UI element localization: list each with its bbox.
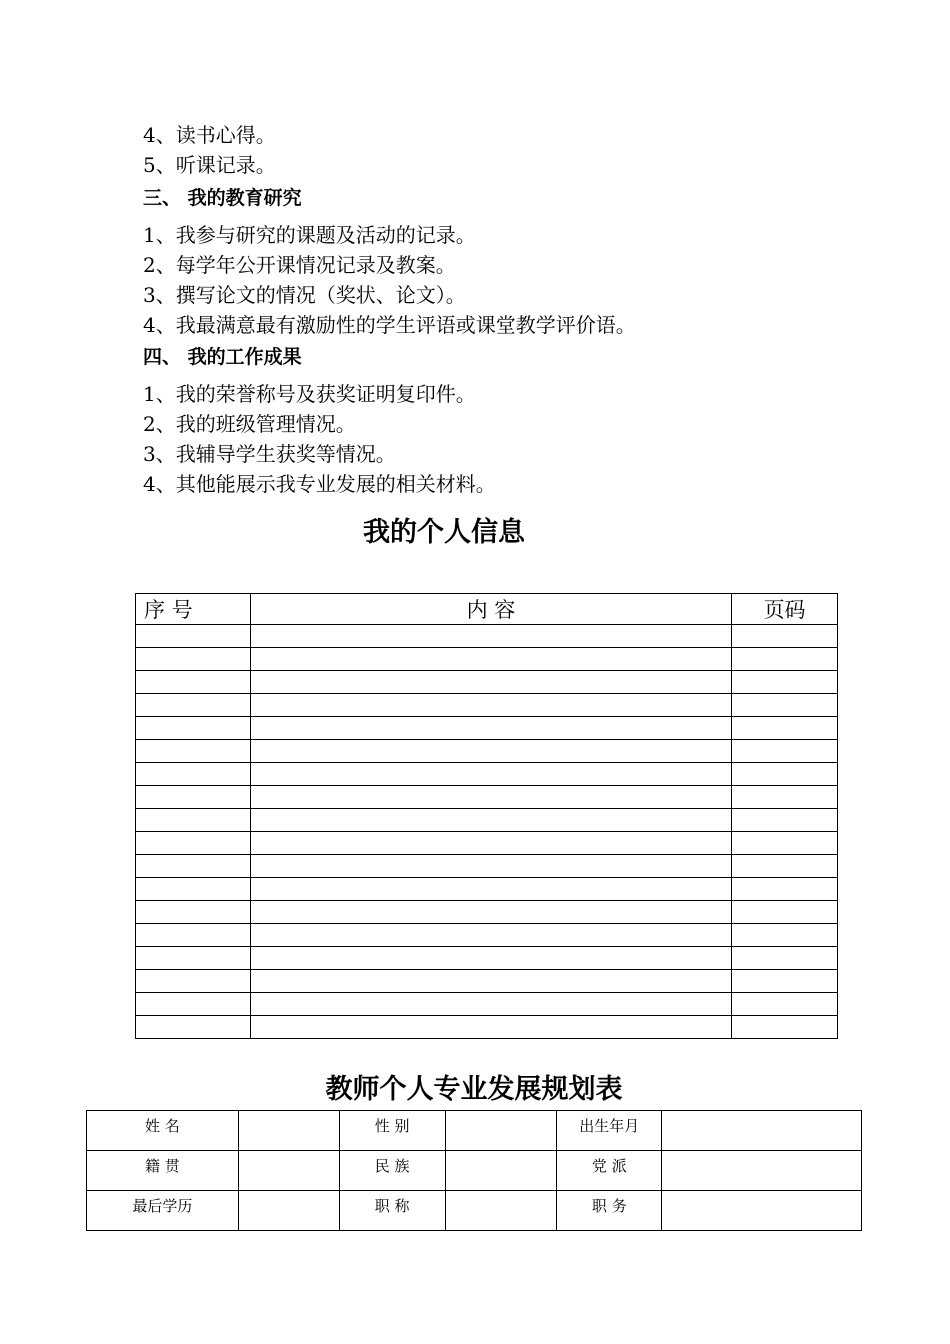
plan-value-cell[interactable]: [445, 1111, 557, 1151]
toc-cell: [250, 1016, 731, 1039]
toc-cell: [732, 809, 838, 832]
toc-cell: [732, 924, 838, 947]
plan-label-cell: 姓 名: [87, 1111, 239, 1151]
toc-cell: [250, 717, 731, 740]
list-item: 2、我的班级管理情况。: [143, 412, 356, 436]
toc-cell: [250, 740, 731, 763]
plan-value-cell[interactable]: [238, 1151, 339, 1191]
toc-cell: [136, 970, 251, 993]
toc-row: [136, 671, 838, 694]
toc-header-row: [136, 594, 838, 625]
list-item: 3、我辅导学生获奖等情况。: [143, 442, 396, 466]
plan-row: [87, 1111, 862, 1151]
plan-value-cell[interactable]: [662, 1111, 862, 1151]
toc-row: [136, 740, 838, 763]
toc-row: [136, 970, 838, 993]
list-item: 4、其他能展示我专业发展的相关材料。: [143, 472, 496, 496]
toc-cell: [732, 878, 838, 901]
plan-table: [86, 1110, 862, 1231]
list-item: 1、我的荣誉称号及获奖证明复印件。: [143, 382, 476, 406]
toc-cell: [136, 809, 251, 832]
toc-cell: [732, 763, 838, 786]
toc-cell: [136, 901, 251, 924]
toc-table: [135, 593, 838, 1039]
toc-cell: [136, 786, 251, 809]
toc-cell: [250, 855, 731, 878]
toc-cell: [136, 1016, 251, 1039]
toc-cell: [136, 740, 251, 763]
info-title: 我的个人信息: [363, 517, 525, 548]
toc-row: [136, 832, 838, 855]
toc-row: [136, 901, 838, 924]
toc-cell: [732, 625, 838, 648]
toc-cell: [732, 671, 838, 694]
toc-cell: [732, 786, 838, 809]
toc-row: [136, 786, 838, 809]
toc-cell: [732, 855, 838, 878]
plan-row: [87, 1191, 862, 1231]
plan-label-cell: 党 派: [557, 1151, 662, 1191]
plan-value-cell[interactable]: [662, 1151, 862, 1191]
plan-value-cell[interactable]: [662, 1191, 862, 1231]
toc-cell: [732, 970, 838, 993]
toc-row: [136, 855, 838, 878]
plan-label-cell: 职 务: [557, 1191, 662, 1231]
toc-cell: [136, 855, 251, 878]
toc-cell: [136, 694, 251, 717]
toc-row: [136, 1016, 838, 1039]
toc-cell: [250, 832, 731, 855]
plan-label-cell: 职 称: [339, 1191, 445, 1231]
list-item: 4、读书心得。: [143, 123, 276, 147]
toc-cell: [732, 740, 838, 763]
toc-cell: [136, 878, 251, 901]
toc-cell: [250, 763, 731, 786]
plan-value-cell[interactable]: [238, 1111, 339, 1151]
toc-row: [136, 717, 838, 740]
toc-cell: [732, 1016, 838, 1039]
section-heading: 三、 我的教育研究: [143, 187, 302, 209]
toc-row: [136, 625, 838, 648]
toc-cell: [136, 625, 251, 648]
toc-cell: [732, 947, 838, 970]
toc-cell: [250, 694, 731, 717]
toc-row: [136, 993, 838, 1016]
toc-cell: [250, 671, 731, 694]
toc-cell: [250, 947, 731, 970]
toc-cell: [136, 671, 251, 694]
toc-cell: [250, 924, 731, 947]
list-item: 3、撰写论文的情况（奖状、论文）。: [143, 283, 466, 307]
toc-row: [136, 924, 838, 947]
plan-value-cell[interactable]: [445, 1191, 557, 1231]
toc-row: [136, 878, 838, 901]
toc-row: [136, 694, 838, 717]
toc-cell: [732, 648, 838, 671]
toc-row: [136, 947, 838, 970]
toc-row: [136, 648, 838, 671]
plan-label-cell: 出生年月: [557, 1111, 662, 1151]
toc-cell: [136, 717, 251, 740]
toc-cell: [732, 832, 838, 855]
toc-cell: [250, 648, 731, 671]
toc-header-index: 序 号: [136, 594, 251, 625]
toc-cell: [250, 970, 731, 993]
toc-cell: [136, 832, 251, 855]
toc-cell: [250, 809, 731, 832]
plan-value-cell[interactable]: [238, 1191, 339, 1231]
toc-row: [136, 763, 838, 786]
list-item: 1、我参与研究的课题及活动的记录。: [143, 223, 476, 247]
plan-row: [87, 1151, 862, 1191]
toc-header-page: 页码: [732, 594, 838, 625]
plan-value-cell[interactable]: [445, 1151, 557, 1191]
plan-label-cell: 最后学历: [87, 1191, 239, 1231]
toc-cell: [732, 717, 838, 740]
plan-label-cell: 籍 贯: [87, 1151, 239, 1191]
toc-cell: [250, 878, 731, 901]
toc-cell: [136, 924, 251, 947]
toc-cell: [250, 625, 731, 648]
toc-cell: [136, 763, 251, 786]
toc-cell: [136, 993, 251, 1016]
toc-cell: [732, 993, 838, 1016]
plan-title: 教师个人专业发展规划表: [325, 1074, 623, 1105]
toc-cell: [250, 901, 731, 924]
list-item: 2、每学年公开课情况记录及教案。: [143, 253, 456, 277]
list-item: 4、我最满意最有激励性的学生评语或课堂教学评价语。: [143, 313, 636, 337]
list-item: 5、听课记录。: [143, 153, 276, 177]
toc-header-content: 内 容: [250, 594, 731, 625]
plan-label-cell: 性 别: [339, 1111, 445, 1151]
section-heading: 四、 我的工作成果: [143, 346, 302, 368]
toc-row: [136, 809, 838, 832]
toc-cell: [250, 993, 731, 1016]
toc-cell: [732, 694, 838, 717]
plan-label-cell: 民 族: [339, 1151, 445, 1191]
toc-cell: [136, 648, 251, 671]
toc-cell: [136, 947, 251, 970]
toc-cell: [732, 901, 838, 924]
toc-cell: [250, 786, 731, 809]
